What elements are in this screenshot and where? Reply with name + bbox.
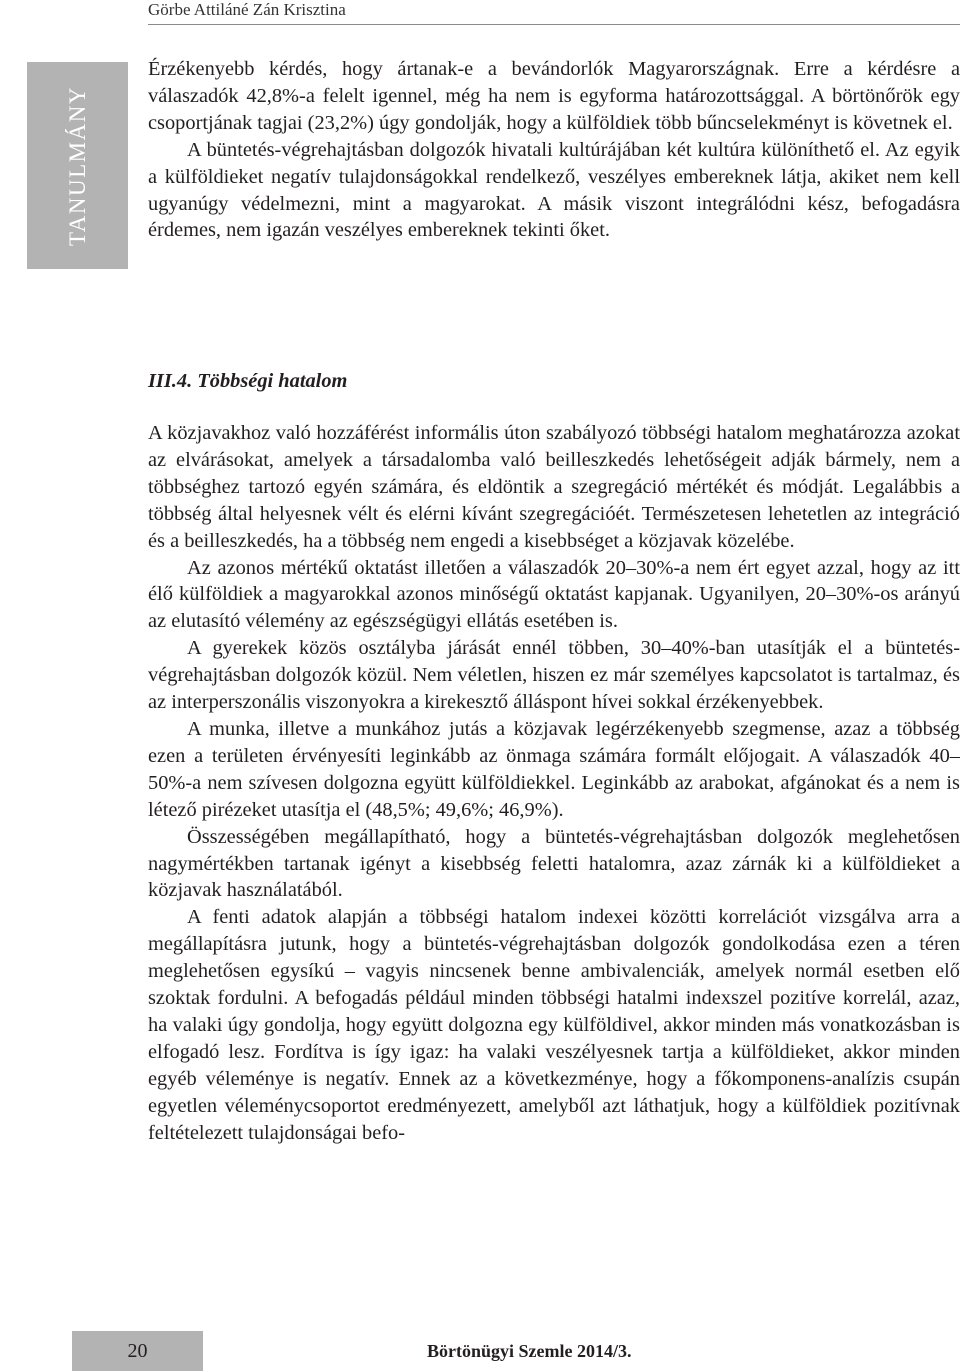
page-number-tab <box>72 1331 203 1371</box>
intro-text-block <box>148 56 960 244</box>
section-heading: III.4. Többségi hatalom <box>148 370 348 392</box>
paragraph: A büntetés-végrehajtásban dolgozók hivatali kultúrájában két kultúra különíthető el. Az egyik a külföldieket negatív tulajdonságokkal rendelkező, veszélyes embereknek látja, akiket nem kell ugyanúgy védelmezni, mint a magyarokat. A másik viszont integrálódni kész, befogadásra érdemes, nem igazán veszélyes embereknek tekinti őket. <box>148 138 960 242</box>
paragraph: Összességében megállapítható, hogy a büntetés-végrehajtásban dolgozók meglehetősen nagymértékben tartanak igényt a kisebbség feletti hatalomra, azaz zárnák ki a külföldieket a közjavak használatából. <box>148 825 960 902</box>
section-tab <box>27 62 128 269</box>
paragraph: A közjavakhoz való hozzáférést informális úton szabályozó többségi hatalom meghatározza azokat az elvárásokat, amelyek a társadalomba való beilleszkedés lehetőségeit adják bármely, nem a többséghez tartozó egyén számára, és eldöntik a szegregáció mértékét és módját. Legalábbis a többség által helyesnek vélt és elérni kívánt szegregációét. Természetesen lehetetlen az integráció és a beilleszkedés, ha a többség nem engedi a kisebbséget a közjavak közelébe. <box>148 422 960 552</box>
paragraph: A fenti adatok alapján a többségi hatalom indexei közötti korrelációt vizsgálva arra a megállapításra jutunk, hogy a büntetés-végrehajtásban dolgozók gondolkodása ezen a téren meglehetősen egysíkú – vagyis nincsenek benne ambivalenciák, amelyek normál esetben elő szoktak fordulni. A befogadás például minden többségi hatalmi indexszel pozitíve korrelál, azaz, ha valaki úgy gondolja, hogy együtt dolgozna egy külföldivel, akkor minden más vonatkozásban is elfogadó lesz. Fordítva is így igaz: ha valaki veszélyesnek tartja a külföldieket, akkor minden egyéb véleménye is negatív. Ennek az a következménye, hogy a főkomponens-analízis csupán egyetlen véleménycsoportot eredményezett, amelyből azt láthatjuk, hogy a külföldiek pozitívnak feltételezett tulajdonságai befo- <box>148 906 960 1144</box>
paragraph: Érzékenyebb kérdés, hogy ártanak-e a bevándorlók Magyarországnak. Erre a kérdésre a válaszadók 42,8%-a felelt igennel, még ha nem is egyforma határozottsággal. A börtönőrök egy csoportjának tagjai (23,2%) úgy gondolják, hogy a külföldiek több bűncselekményt is követnek el. <box>148 58 960 134</box>
section-block <box>148 364 960 1146</box>
running-head <box>148 0 960 25</box>
paragraph: A munka, illetve a munkához jutás a közjavak legérzékenyebb szegmense, azaz a többség ezen a területen érvényesíti leginkább az önmaga számára formált előjogait. A válaszadók 40–50%-a nem szívesen dolgozna együtt külföldiekkel. Leginkább az arabokat, afgánokat és a nem is létező pirézeket utasítja el (48,5%; 49,6%; 46,9%). <box>148 717 960 821</box>
author-name: Görbe Attiláné Zán Krisztina <box>148 0 346 19</box>
paragraph: A gyerekek közös osztályba járását ennél többen, 30–40%-ban utasítják el a büntetés-végrehajtásban dolgozók közül. Nem véletlen, hiszen ez már személyes kapcsolatot is tartalmaz, és az interperszonális viszonyokra a kirekesztő álláspont hívei sokkal érzékenyebbek. <box>148 637 960 714</box>
journal-title: Börtönügyi Szemle 2014/3. <box>427 1341 632 1361</box>
page-number: 20 <box>127 1340 148 1362</box>
section-tab-label: TANULMÁNY <box>64 85 90 246</box>
paragraph: Az azonos mértékű oktatást illetően a válaszadók 20–30%-a nem ért egyet azzal, hogy az itt élő külföldiek a magyarokkal azonos minőségű oktatást kapjanak. Ugyanilyen, 20–30%-os arányú az elutasító vélemény az egészségügyi ellátás esetében is. <box>148 556 960 633</box>
